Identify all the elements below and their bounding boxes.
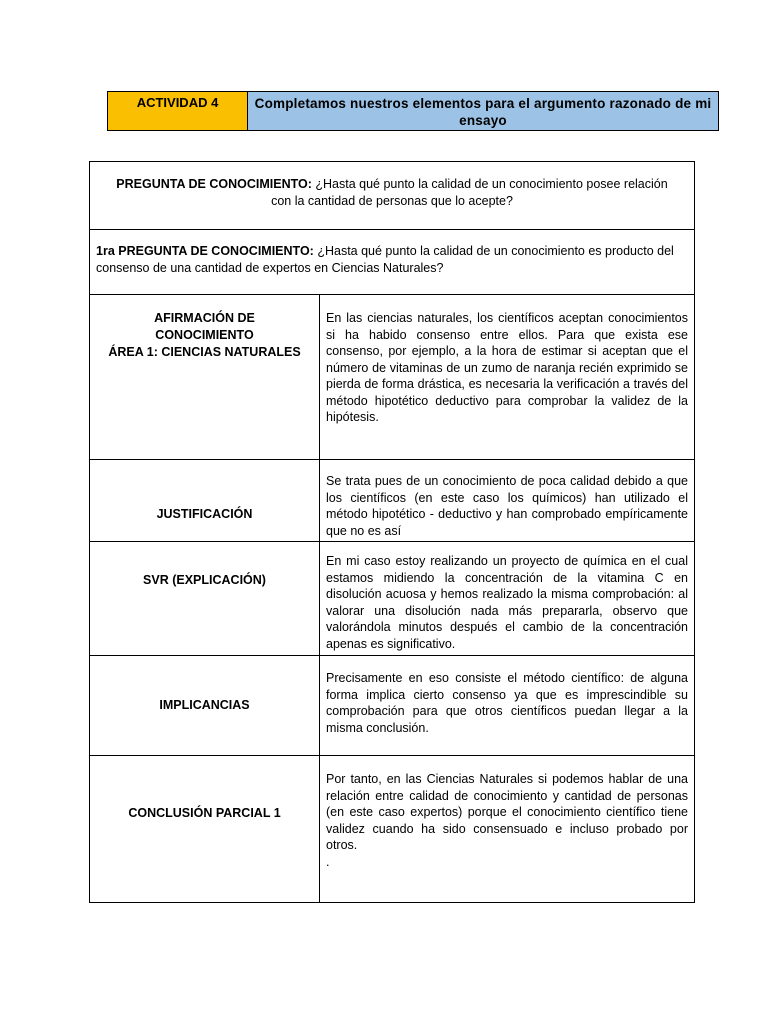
row-text-justification: Se trata pues de un conocimiento de poca calidad debido a que los científicos (en este caso los químicos) han utilizado el método hipotético - deductivo y han comprobado empíricamente que no es así (326, 474, 688, 538)
table-row-justification (90, 460, 694, 542)
row-label-svr: SVR (EXPLICACIÓN) (90, 542, 320, 655)
first-question-label: 1ra PREGUNTA DE CONOCIMIENTO: (96, 244, 314, 258)
activity-header (107, 91, 719, 131)
row-label-justification: JUSTIFICACIÓN (90, 460, 320, 541)
table-row-svr (90, 542, 694, 656)
claim-label-line2: CONOCIMIENTO (155, 328, 254, 342)
main-question-label: PREGUNTA DE CONOCIMIENTO: (116, 177, 312, 191)
activity-title: Completamos nuestros elementos para el argumento razonado de mi ensayo (248, 92, 718, 130)
table-row-implications (90, 656, 694, 756)
table-row-claim (90, 295, 694, 460)
row-text-claim: En las ciencias naturales, los científicos aceptan conocimientos si ha habido consenso entre ellos. Para que exista ese consenso, por ejemplo, a la hora de estimar si aceptan que el número de vitaminas de un zumo de naranja recién exprimido se pierda de forma drástica, es necesaria la verificación a través del método hipotético deductivo para comprobar la validez de la hipótesis. (326, 311, 688, 424)
row-text-conclusion (320, 756, 694, 902)
first-question-text: ¿Hasta qué punto la calidad de un conocimiento es producto del consenso de una cantidad de expertos en Ciencias Naturales? (96, 244, 674, 275)
essay-table (89, 161, 695, 903)
table-row-conclusion (90, 756, 694, 902)
activity-label: ACTIVIDAD 4 (108, 92, 248, 130)
conclusion-trailing: . (326, 854, 330, 869)
row-label-conclusion: CONCLUSIÓN PARCIAL 1 (90, 756, 320, 902)
claim-label-line3: ÁREA 1: CIENCIAS NATURALES (108, 345, 301, 359)
row-text-svr: En mi caso estoy realizando un proyecto de química en el cual estamos midiendo la concentración de la vitamina C en disolución acuosa y hemos realizado la misma comprobación: al valorar una disolución nada más prepararla, observo que valorándola minutos después el cambio de la concentración apenas es significativo. (326, 554, 688, 651)
row-text-implications: Precisamente en eso consiste el método científico: de alguna forma implica cierto consenso ya que es imprescindible su comprobación para que otros científicos puedan llegar a la misma conclusión. (326, 671, 688, 735)
conclusion-text: Por tanto, en las Ciencias Naturales si podemos hablar de una relación entre calidad de conocimiento y cantidad de personas (en este caso expertos) porque el conocimiento científico tiene validez cuando ha sido consensuado e incluso probado por otros. (326, 772, 688, 852)
main-knowledge-question (90, 162, 694, 230)
row-label-implications: IMPLICANCIAS (90, 656, 320, 755)
claim-label-line1: AFIRMACIÓN DE (154, 311, 255, 325)
first-knowledge-question (90, 230, 694, 295)
row-label-claim (90, 295, 320, 459)
main-question-text: ¿Hasta qué punto la calidad de un conocimiento posee relación con la cantidad de personas que lo acepte? (271, 177, 668, 208)
